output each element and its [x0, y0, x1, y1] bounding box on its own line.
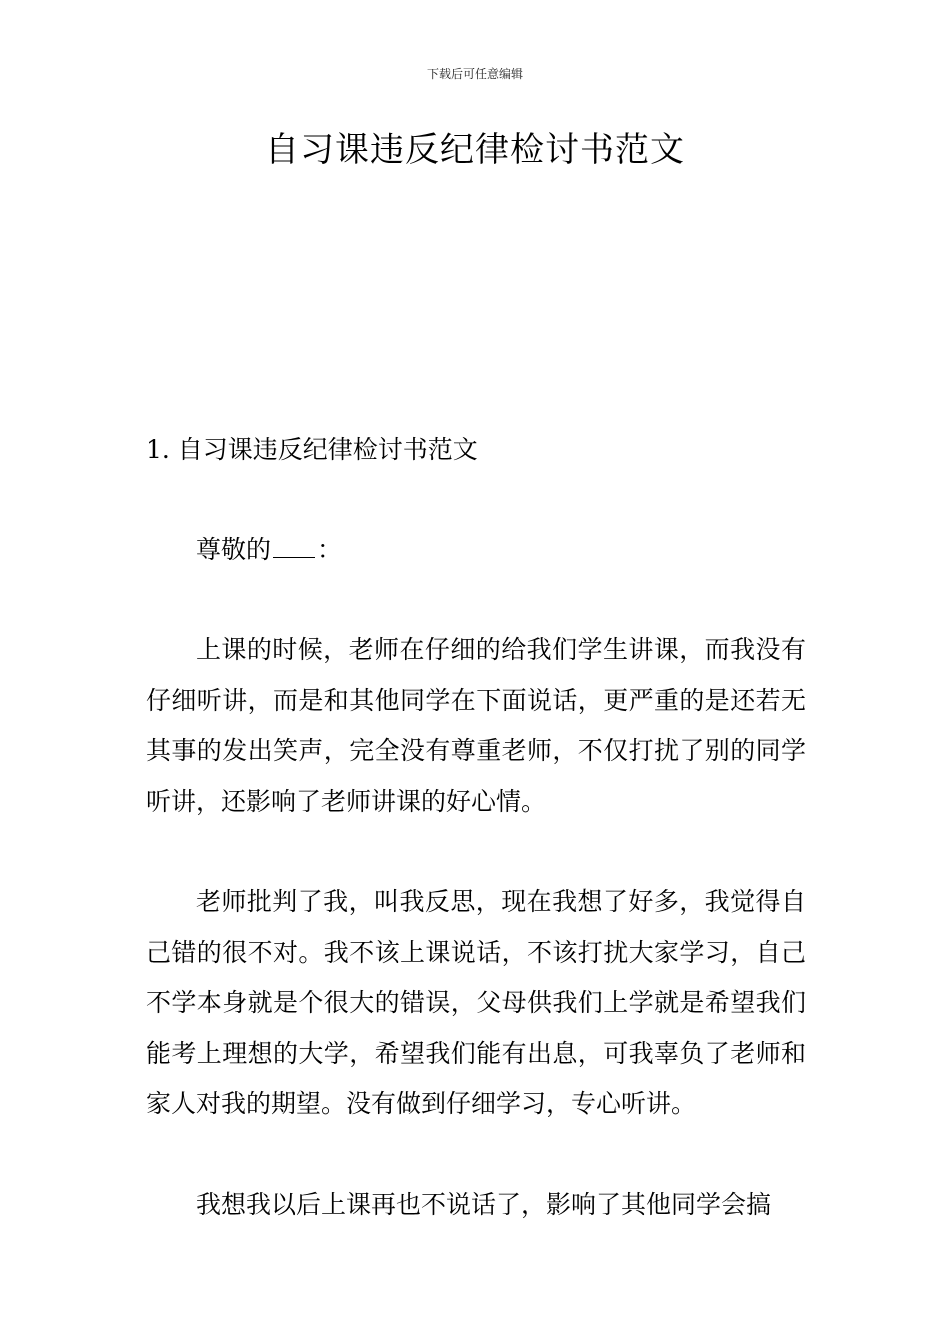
salutation-prefix: 尊敬的	[196, 535, 272, 564]
header-note: 下载后可任意编辑	[426, 67, 523, 81]
paragraph-3: 我想我以后上课再也不说话了，影响了其他同学会搞	[196, 1189, 772, 1219]
document-body	[146, 425, 806, 1230]
salutation-suffix: ：	[317, 535, 343, 564]
salutation-blank	[273, 532, 315, 558]
paragraph-1: 上课的时候，老师在仔细的给我们学生讲课，而我没有仔细听讲，而是和其他同学在下面说话，更严重的是还若无其事的发出笑声，完全没有尊重老师，不仅打扰了别的同学听讲，还影响了老师讲课的好心情。	[146, 635, 806, 816]
salutation	[146, 525, 806, 575]
section-heading: 1. 自习课违反纪律检讨书范文	[146, 435, 478, 464]
paragraph-2: 老师批判了我，叫我反思，现在我想了好多，我觉得自己错的很不对。我不该上课说话，不该打扰大家学习，自己不学本身就是个很大的错误，父母供我们上学就是希望我们能考上理想的大学，希望我们能有出息，可我辜负了老师和家人对我的期望。没有做到仔细学习，专心听讲。	[146, 887, 806, 1118]
document-title: 自习课违反纪律检讨书范文	[265, 130, 685, 170]
